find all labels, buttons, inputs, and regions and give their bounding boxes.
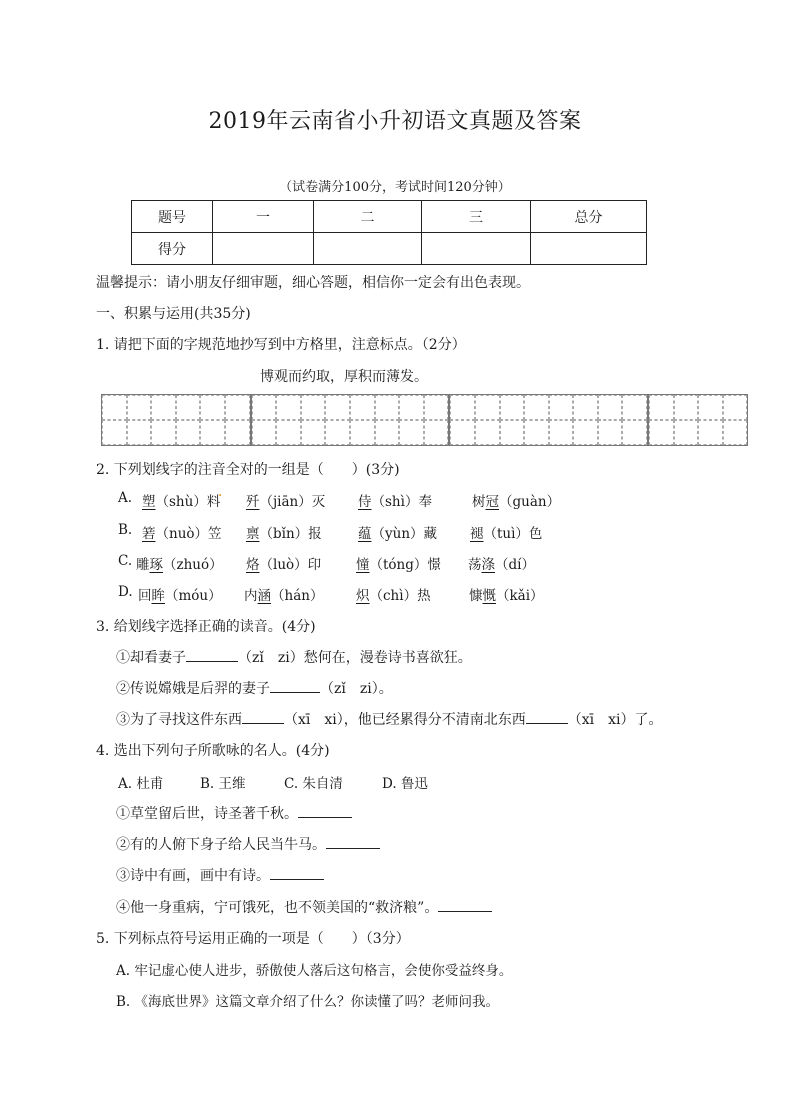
option-b: B. 《海底世界》这篇文章介绍了什么？你读懂了吗？老师问我。 [116, 994, 500, 1010]
mark-dot: . [218, 484, 223, 500]
option-d-item: 回眸（móu） [138, 588, 222, 604]
row-label: 得分 [132, 233, 213, 265]
option-b-item: 蕴（yùn）藏 [358, 526, 438, 542]
question-4-stem: 4. 选出下列句子所歌咏的名人。(4分) [96, 743, 330, 759]
option-a-item: 歼（jiān）灭 [246, 494, 326, 510]
option-d-item: 内涵（hán） [244, 588, 324, 604]
option-c-item: 憧（tóng）憬 [356, 557, 441, 573]
answer-blank[interactable] [242, 709, 284, 724]
option-a-item: 塑（shù）料 [142, 494, 221, 510]
option-c-item: 荡涤（dí） [468, 557, 535, 573]
option-d-item: 慷慨（kǎi） [469, 588, 544, 604]
answer-blank[interactable] [326, 834, 380, 849]
question-1-stem: 1. 请把下面的字规范地抄写到中方格里，注意标点。（2分） [96, 337, 466, 353]
option-b-label: B. [118, 522, 133, 538]
score-cell [314, 233, 422, 265]
question-2-stem: 2. 下列划线字的注音全对的一组是（ ）(3分) [96, 462, 400, 478]
option-b-item: 褪（tuì）色 [470, 526, 543, 542]
option-b-item: 箬（nuò）笠 [142, 526, 222, 542]
question-4-line: ②有的人俯下身子给人民当牛马。 [116, 834, 380, 854]
question-3-line: ①却看妻子 （zǐ zi）愁何在，漫卷诗书喜欲狂。 [116, 647, 472, 667]
grid-block [251, 394, 450, 446]
option-a-label: A. [118, 490, 133, 506]
option-a-item: 树冠（guàn） [472, 494, 561, 510]
header-cell: 一 [213, 201, 314, 233]
option-d-label: D. [118, 584, 133, 600]
choice: C. 朱自清 [284, 776, 343, 792]
answer-blank[interactable] [298, 803, 352, 818]
grid-block [101, 394, 251, 446]
choice: D. 鲁迅 [382, 776, 428, 792]
header-cell: 总分 [531, 201, 647, 233]
section-heading: 一、积累与运用(共35分) [96, 306, 251, 322]
writing-grid [101, 394, 748, 446]
choice: B. 王维 [200, 776, 246, 792]
question-3-line: ②传说嫦娥是后羿的妻子 （zǐ zi）。 [116, 678, 393, 698]
score-cell [213, 233, 314, 265]
grid-block [648, 394, 748, 446]
question-4-line: ③诗中有画，画中有诗。 [116, 865, 324, 885]
answer-blank[interactable] [186, 647, 238, 662]
option-c-item: 烙（luò）印 [246, 557, 322, 573]
question-3-line: ③为了寻找这件东西 （xī xi），他已经累得分不清南北东西 （xī xi）了。 [116, 709, 663, 729]
grid-block [449, 394, 648, 446]
exam-info: （试卷满分100分，考试时间120分钟） [279, 180, 511, 195]
option-a-item: 侍（shì）奉 [358, 494, 432, 510]
question-5-stem: 5. 下列标点符号运用正确的一项是（ ）（3分） [96, 931, 410, 947]
answer-blank[interactable] [270, 865, 324, 880]
header-cell: 题号 [132, 201, 213, 233]
option-a: A. 牢记虚心使人进步，骄傲使人落后这句格言，会使你受益终身。 [116, 963, 513, 979]
option-c-item: 雕琢（zhuó） [136, 557, 223, 573]
option-d-item: 炽（chì）热 [356, 588, 431, 604]
header-cell: 二 [314, 201, 422, 233]
option-c-label: C. [118, 553, 133, 569]
answer-blank[interactable] [438, 897, 492, 912]
answer-blank[interactable] [270, 678, 320, 693]
header-cell: 三 [422, 201, 531, 233]
question-4-line: ①草堂留后世，诗圣著千秋。 [116, 803, 352, 823]
copy-text: 博观而约取，厚积而薄发。 [260, 369, 428, 385]
score-table [131, 200, 647, 265]
question-4-line: ④他一身重病，宁可饿死，也不领美国的“救济粮”。 [116, 897, 492, 917]
score-table-score-row [132, 233, 647, 265]
score-table-header-row [132, 201, 647, 233]
score-cell [422, 233, 531, 265]
tip-text: 温馨提示：请小朋友仔细审题，细心答题，相信你一定会有出色表现。 [96, 275, 530, 291]
question-3-stem: 3. 给划线字选择正确的读音。(4分) [96, 619, 316, 635]
answer-blank[interactable] [526, 709, 568, 724]
option-b-item: 禀（bǐn）报 [246, 526, 322, 542]
page-title: 2019年云南省小升初语文真题及答案 [208, 109, 582, 134]
choice: A. 杜甫 [118, 776, 164, 792]
score-cell [531, 233, 647, 265]
